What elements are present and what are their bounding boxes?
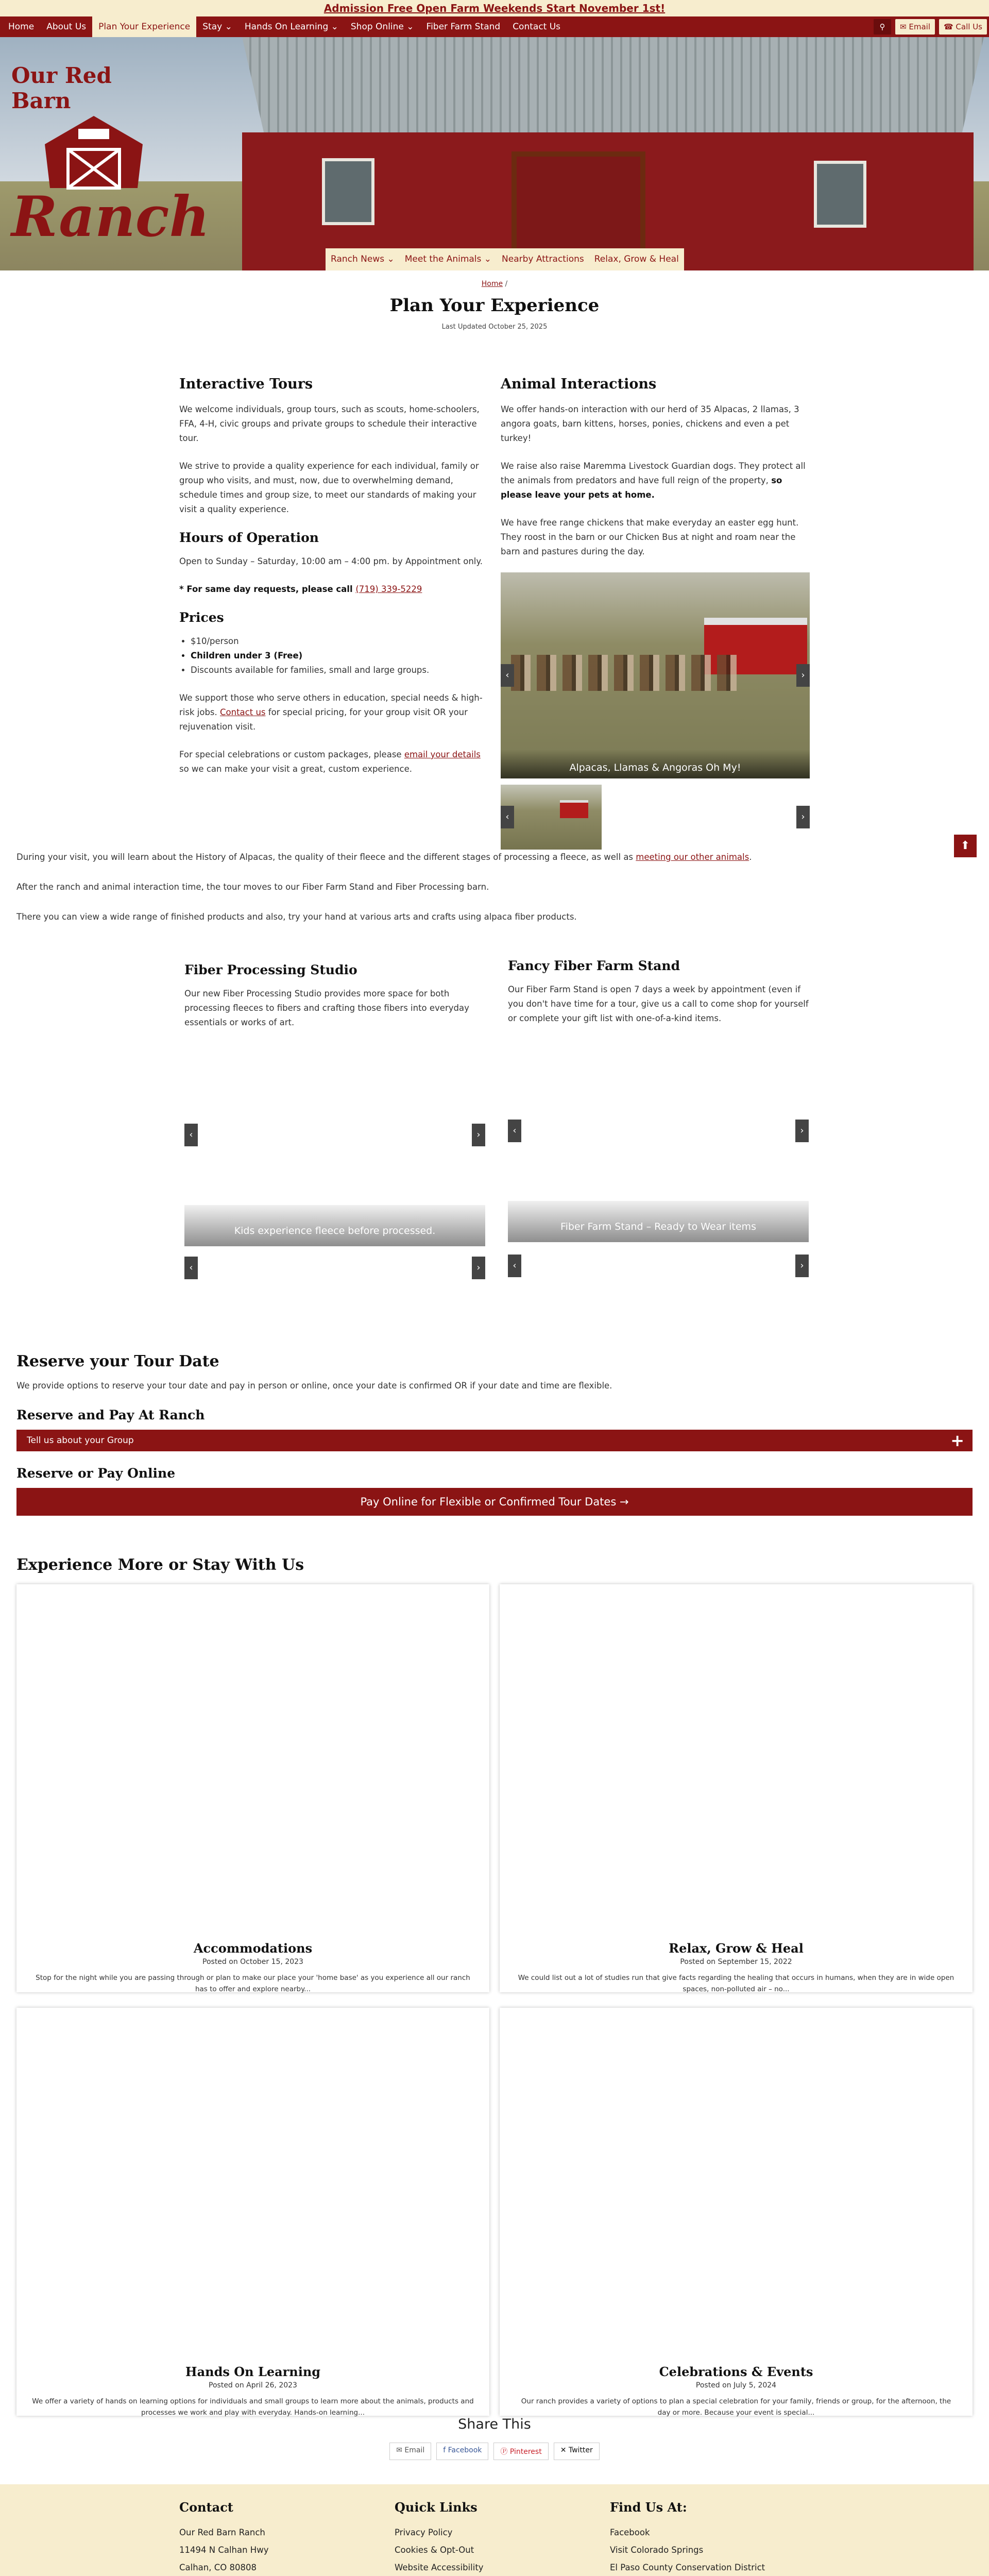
last-updated: Last Updated October 25, 2025 [441, 323, 548, 331]
fiber-columns [184, 958, 809, 1278]
animal-paragraph-2 [501, 459, 810, 502]
stand-paragraph: Our Fiber Farm Stand is open 7 days a week by appointment (even if you don't have time for a tour, give us a call to come shop for yourself or complete your gift list with one-of-a-kind items. [508, 985, 809, 1023]
announcement-link[interactable]: Admission Free Open Farm Weekends Start November 1st! [323, 2, 666, 14]
card-image [500, 2008, 973, 2363]
accordion-label: Tell us about your Group [27, 1435, 134, 1446]
nav-stay[interactable]: Stay ⌄ [202, 22, 232, 32]
thumb-chevron-left-icon[interactable]: ‹ [508, 1255, 521, 1277]
slide-herd [511, 655, 738, 691]
footer-contact-line: Our Red Barn Ranch [179, 2528, 265, 2537]
special-text-b: so we can make your visit a great, custom experience. [179, 764, 413, 774]
reserve-section [16, 1352, 973, 1516]
share-email-button[interactable]: ✉ Email [389, 2443, 431, 2460]
same-day-note [179, 582, 488, 597]
footer-contact-line: Calhan, CO 80808 [179, 2563, 257, 2572]
footer-link-accessibility[interactable]: Website Accessibility [395, 2563, 484, 2572]
stand-slider[interactable] [508, 1120, 809, 1274]
footer-contact [179, 2500, 395, 2576]
nav-hands-on-learning[interactable]: Hands On Learning ⌄ [244, 22, 338, 32]
support-text-b: for special pricing, for your group visit OR your rejuvenation visit. [179, 707, 468, 732]
group-accordion[interactable] [16, 1430, 973, 1451]
farm-stand-column [508, 958, 809, 1278]
chevron-right-icon[interactable]: › [472, 1124, 485, 1146]
nav-contact-us[interactable]: Contact Us [513, 22, 561, 32]
share-buttons [0, 2443, 989, 2460]
barn-roof [242, 37, 984, 135]
email-details-link[interactable]: email your details [404, 750, 481, 759]
share-twitter-button[interactable]: ✕ Twitter [554, 2443, 600, 2460]
meeting-animals-link[interactable]: meeting our other animals [636, 852, 749, 862]
search-icon[interactable]: ⚲ [874, 19, 891, 35]
visit-text-b: . [749, 852, 752, 862]
stand-title: Fancy Fiber Farm Stand [508, 958, 680, 973]
thumb-chevron-left-icon[interactable]: ‹ [184, 1257, 198, 1279]
share-section [0, 2416, 989, 2460]
stand-caption: Fiber Farm Stand – Ready to Wear items [508, 1201, 809, 1242]
barn-door [511, 151, 645, 260]
chevron-right-icon[interactable]: › [795, 1120, 809, 1142]
card-excerpt: We could list out a lot of studies run that give facts regarding the healing that occurs in humans, when they are in wide open spaces, non-polluted air – no... [518, 1974, 954, 1993]
footer-quick-links [395, 2500, 610, 2576]
visit-section [16, 850, 973, 924]
tours-title: Interactive Tours [179, 376, 313, 392]
card-celebrations-events[interactable] [500, 2008, 973, 2416]
card-hands-on-learning[interactable] [16, 2008, 489, 2416]
reserve-online-title: Reserve or Pay Online [16, 1466, 176, 1481]
card-title[interactable]: Hands On Learning [185, 2364, 321, 2379]
scroll-to-top-icon[interactable]: ⬆ [954, 835, 977, 857]
footer-find-title: Find Us At: [610, 2500, 687, 2515]
right-column [501, 376, 810, 850]
slide-caption: Alpacas, Llamas & Angoras Oh My! [501, 750, 810, 778]
hero-banner [0, 37, 989, 270]
breadcrumb [0, 280, 989, 288]
nav-fiber-farm-stand[interactable]: Fiber Farm Stand [426, 22, 501, 32]
footer-columns [179, 2500, 825, 2576]
email-button[interactable]: ✉ Email [895, 19, 935, 35]
contact-us-link[interactable]: Contact us [220, 707, 266, 717]
footer-find-facebook[interactable]: Facebook [610, 2528, 650, 2537]
reserve-ranch-title: Reserve and Pay At Ranch [16, 1408, 205, 1422]
visit-paragraph-1 [16, 850, 973, 865]
support-paragraph [179, 691, 488, 734]
same-day-text: * For same day requests, please call [179, 584, 356, 594]
phone-link[interactable]: (719) 339-5229 [355, 584, 422, 594]
card-image [16, 2008, 489, 2363]
nav-shop-online[interactable]: Shop Online ⌄ [350, 22, 414, 32]
thumb-chevron-right-icon[interactable]: › [472, 1257, 485, 1279]
nav-home[interactable]: Home [8, 22, 35, 32]
studio-paragraph: Our new Fiber Processing Studio provides more space for both processing fleeces to fibers and crafting those fibers into everyday essentials or works of art. [184, 989, 469, 1027]
card-date: Posted on September 15, 2022 [680, 1958, 792, 1966]
announcement-bar [0, 0, 989, 16]
footer-find-visit-cos[interactable]: Visit Colorado Springs [610, 2545, 704, 2555]
nav-plan-your-experience[interactable]: Plan Your Experience [92, 16, 196, 37]
tours-paragraph-2: We strive to provide a quality experience for each individual, family or group who visits, and must, now, due to overwhelming demand, schedule times and group size, to meet our standards of making your visit a quality experience. [179, 461, 479, 514]
slider-thumbnail[interactable] [501, 785, 602, 850]
visit-text-a: During your visit, you will learn about the History of Alpacas, the quality of their fleece and the different stages of processing a fleece, as well as [16, 852, 636, 862]
breadcrumb-home[interactable]: Home [481, 280, 503, 288]
studio-title: Fiber Processing Studio [184, 962, 357, 977]
subnav-relax-grow-heal[interactable]: Relax, Grow & Heal [594, 254, 679, 264]
studio-caption: Kids experience fleece before processed. [184, 1205, 485, 1246]
thumb-chevron-right-icon[interactable]: › [796, 806, 810, 828]
thumb-chevron-right-icon[interactable]: › [795, 1255, 809, 1277]
footer-contact-line: 11494 N Calhan Hwy [179, 2545, 269, 2555]
nav-about-us[interactable]: About Us [46, 22, 87, 32]
reserve-title: Reserve your Tour Date [16, 1352, 219, 1370]
barn-window-right [814, 161, 866, 228]
card-date: Posted on October 15, 2023 [202, 1958, 303, 1966]
animal-title: Animal Interactions [501, 376, 657, 392]
card-excerpt: We offer a variety of hands on learning options for individuals and small groups to learn more about the animals, products and processes we work and play with everyday. Hands-on learning... [32, 2397, 474, 2417]
animal-paragraph-3: We have free range chickens that make everyday an easter egg hunt. They roost in the barn or our Chicken Bus at night and roam near the barn and pastures during the day. [501, 518, 799, 556]
reserve-intro: We provide options to reserve your tour date and pay in person or online, once your date is confirmed OR if your date and time are flexible. [16, 1381, 612, 1391]
chevron-right-icon[interactable]: › [796, 664, 810, 687]
price-item: • Discounts available for families, small and large groups. [191, 663, 488, 677]
subnav-ranch-news[interactable]: Ranch News ⌄ [331, 254, 395, 264]
share-pinterest-button[interactable]: Ⓟ Pinterest [493, 2443, 548, 2460]
call-us-button[interactable]: ☎ Call Us [939, 19, 987, 35]
animal-slider[interactable] [501, 572, 810, 778]
card-date: Posted on July 5, 2024 [695, 2381, 777, 2389]
card-relax-grow-heal[interactable] [500, 1584, 973, 1992]
card-title[interactable]: Relax, Grow & Heal [669, 1941, 804, 1956]
plus-icon: + [950, 1431, 964, 1450]
pay-online-button[interactable]: Pay Online for Flexible or Confirmed Tour Dates → [16, 1488, 973, 1516]
footer-links-title: Quick Links [395, 2500, 478, 2515]
site-logo[interactable] [11, 63, 210, 249]
support-text-a: We support those who serve others in education, special needs & high-risk jobs. [179, 693, 483, 717]
breadcrumb-separator: / [503, 280, 508, 288]
special-paragraph [179, 748, 488, 776]
subnav-meet-the-animals[interactable]: Meet the Animals ⌄ [404, 254, 492, 264]
hours-title: Hours of Operation [179, 530, 319, 545]
footer-link-privacy[interactable]: Privacy Policy [395, 2528, 453, 2537]
card-date: Posted on April 26, 2023 [209, 2381, 297, 2389]
tours-paragraph-1: We welcome individuals, group tours, such as scouts, home-schoolers, FFA, 4-H, civic groups and private groups to schedule their interactive tour. [179, 404, 480, 443]
card-image [16, 1584, 489, 1940]
animal-text: We raise also raise Maremma Livestock Guardian dogs. They protect all the animals from predators and have full reign of the property, [501, 461, 806, 485]
page-title: Plan Your Experience [389, 295, 600, 316]
top-nav [0, 16, 989, 37]
logo-text-top: Our Red Barn [11, 63, 112, 113]
footer-find-us [610, 2500, 825, 2576]
slider-thumbnails [501, 785, 810, 850]
hours-text: Open to Sunday – Saturday, 10:00 am – 4:00 pm. by Appointment only. [179, 556, 483, 566]
footer-link-cookies[interactable]: Cookies & Opt-Out [395, 2545, 474, 2555]
barn-logo-icon [37, 113, 150, 191]
logo-text-bottom: Ranch [11, 184, 210, 249]
site-footer [0, 2484, 989, 2576]
visit-paragraph-3: There you can view a wide range of finished products and also, try your hand at various arts and crafts using alpaca fiber products. [16, 912, 577, 922]
card-accommodations[interactable] [16, 1584, 489, 1992]
thumbnail-shed [560, 800, 588, 818]
price-item: • $10/person [191, 634, 488, 649]
sub-nav [326, 248, 684, 270]
footer-find-conservation[interactable]: El Paso County Conservation District [610, 2563, 765, 2572]
animal-paragraph-1: We offer hands-on interaction with our herd of 35 Alpacas, 2 llamas, 3 angora goats, barn kittens, horses, ponies, chickens and even a pet turkey! [501, 404, 799, 443]
chevron-left-icon[interactable]: ‹ [501, 664, 514, 687]
card-title[interactable]: Accommodations [193, 1941, 313, 1956]
fiber-studio-column [184, 958, 485, 1278]
prices-title: Prices [179, 610, 224, 625]
prices-list [191, 634, 488, 677]
visit-paragraph-2: After the ranch and animal interaction time, the tour moves to our Fiber Farm Stand and Fiber Processing barn. [16, 882, 489, 892]
card-excerpt: Stop for the night while you are passing through or plan to make our place your 'home base' as you experience all our ranch has to offer and explore nearby... [36, 1974, 470, 1993]
footer-contact-title: Contact [179, 2500, 233, 2515]
chevron-left-icon[interactable]: ‹ [508, 1120, 521, 1142]
left-column [179, 376, 488, 850]
experience-title: Experience More or Stay With Us [16, 1556, 304, 1574]
price-item: • Children under 3 (Free) [191, 649, 488, 663]
studio-slider[interactable] [184, 1124, 485, 1278]
animal-text-bold: so please leave your pets at home. [501, 476, 782, 500]
card-title[interactable]: Celebrations & Events [659, 2364, 813, 2379]
share-title: Share This [458, 2416, 531, 2432]
subnav-nearby-attractions[interactable]: Nearby Attractions [502, 254, 584, 264]
chevron-left-icon[interactable]: ‹ [184, 1124, 198, 1146]
card-excerpt: Our ranch provides a variety of options to plan a special celebration for your family, friends or group, for the afternoon, the day or more. Because your event is special... [521, 2397, 951, 2417]
special-text-a: For special celebrations or custom packages, please [179, 750, 404, 759]
thumb-chevron-left-icon[interactable]: ‹ [501, 806, 514, 828]
barn-window-left [322, 158, 374, 225]
card-image [500, 1584, 973, 1940]
share-facebook-button[interactable]: f Facebook [436, 2443, 488, 2460]
intro-columns [179, 376, 810, 850]
